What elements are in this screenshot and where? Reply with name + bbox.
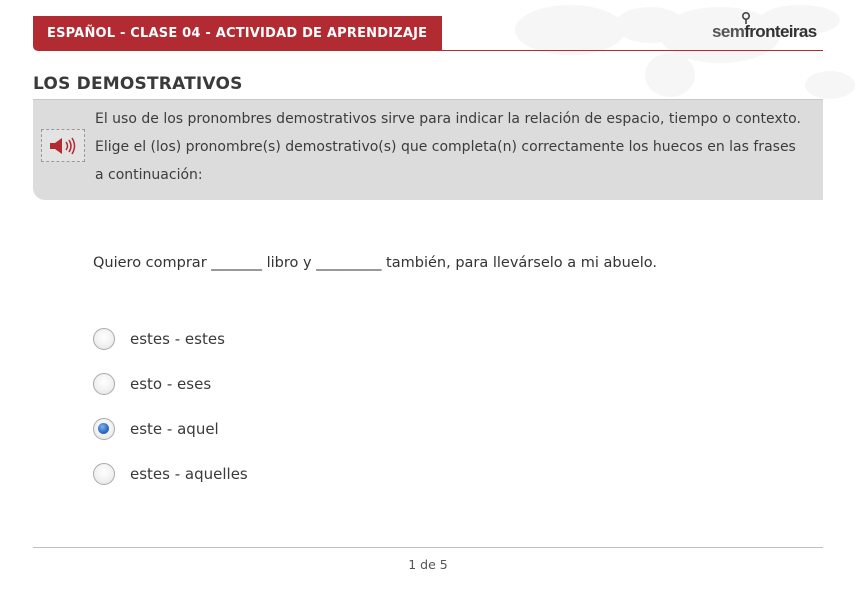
radio-button[interactable] <box>93 328 115 350</box>
speaker-icon <box>48 135 78 157</box>
radio-button[interactable] <box>93 373 115 395</box>
radio-button[interactable] <box>93 418 115 440</box>
answer-option-3[interactable] <box>93 406 248 451</box>
logo-text-light: sem <box>712 22 745 41</box>
activity-header-title: ESPAÑOL - CLASE 04 - ACTIVIDAD DE APRENDIZAJE <box>47 26 428 41</box>
instruction-line-2: Elige el (los) pronombre(s) demostrativo(s) que completa(n) correctamente los huecos en las frases <box>95 139 796 155</box>
answer-options <box>93 316 248 496</box>
instruction-box <box>33 99 823 200</box>
semfronteiras-logo <box>712 12 824 42</box>
instruction-line-1: El uso de los pronombres demostrativos sirve para indicar la relación de espacio, tiempo o contexto. <box>95 111 801 127</box>
radio-button[interactable] <box>93 463 115 485</box>
question-text: Quiero comprar _______ libro y _________ también, para llevárselo a mi abuelo. <box>93 255 657 271</box>
answer-option-4[interactable] <box>93 451 248 496</box>
audio-play-button[interactable] <box>41 129 85 162</box>
answer-option-label: esto - eses <box>130 374 212 393</box>
page-title: LOS DEMOSTRATIVOS <box>33 74 243 94</box>
answer-option-2[interactable] <box>93 361 248 406</box>
answer-option-label: estes - estes <box>130 329 225 348</box>
page-indicator: 1 de 5 <box>408 557 448 572</box>
answer-option-label: estes - aquelles <box>130 464 248 483</box>
footer-divider <box>33 547 823 548</box>
answer-option-1[interactable] <box>93 316 248 361</box>
instruction-line-3: a continuación: <box>95 167 203 183</box>
instruction-text <box>95 105 815 189</box>
activity-header-banner <box>33 16 442 51</box>
answer-option-label: este - aquel <box>130 419 219 438</box>
header-divider <box>442 50 823 51</box>
logo-text-bold: fronteiras <box>744 22 817 41</box>
